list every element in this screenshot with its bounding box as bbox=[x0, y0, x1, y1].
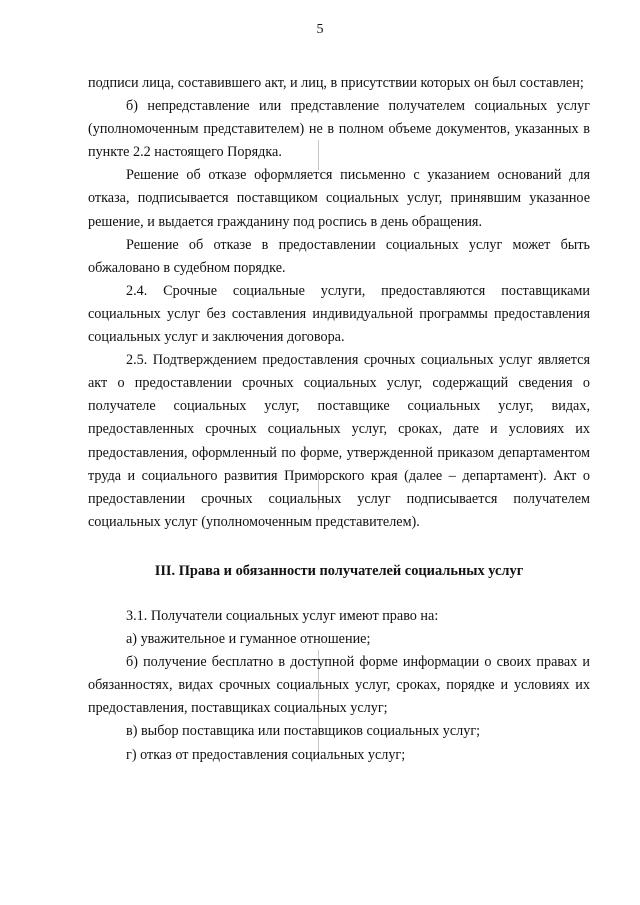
paragraph: 2.4. Срочные социальные услуги, предоставляются поставщиками социальных услуг без составления индивидуальной программы предоставления социальных услуг и заключения договора. bbox=[88, 282, 590, 346]
paragraph: б) получение бесплатно в доступной форме информации о своих правах и обязанностях, видах срочных социальных услуг, сроках, порядке и условиях их предоставления, поставщиках социальных услуг; bbox=[88, 654, 590, 717]
paragraph: Решение об отказе в предоставлении социальных услуг может быть обжаловано в судебном порядке. bbox=[88, 236, 590, 276]
page-number: 5 bbox=[316, 22, 324, 37]
paragraph: г) отказ от предоставления социальных услуг; bbox=[126, 746, 406, 763]
document-body bbox=[88, 72, 590, 767]
paragraph: Решение об отказе оформляется письменно с указанием оснований для отказа, подписывается поставщиком социальных услуг, принявшим указанное решение, и выдается гражданину под роспись в день обращения. bbox=[88, 167, 590, 230]
paragraph: 3.1. Получатели социальных услуг имеют право на: bbox=[126, 607, 439, 624]
paragraph: б) непредставление или представление получателем социальных услуг (уполномоченным представителем) не в полном объеме документов, указанных в пункте 2.2 настоящего Порядка. bbox=[88, 98, 590, 161]
paragraph: 2.5. Подтверждением предоставления срочных социальных услуг является акт о предоставлении срочных социальных услуг, содержащий сведения о получателе социальных услуг, поставщике социальных услуг, видах, предоставленных срочных социальных услуг, сроках, дате и условиях их предоставления, оформленный по форме, утвержденной приказом департаментом труда и социального развития Приморского края (далее – департамент). Акт о предоставлении срочных социальных услуг подписывается получателем социальных услуг (уполномоченным представителем). bbox=[88, 352, 590, 530]
paragraph: а) уважительное и гуманное отношение; bbox=[126, 631, 371, 648]
paragraph: подписи лица, составившего акт, и лиц, в присутствии которых он был составлен; bbox=[88, 75, 584, 91]
paragraph: в) выбор поставщика или поставщиков социальных услуг; bbox=[126, 723, 481, 740]
section-heading: III. Права и обязанности получателей социальных услуг bbox=[154, 562, 524, 579]
